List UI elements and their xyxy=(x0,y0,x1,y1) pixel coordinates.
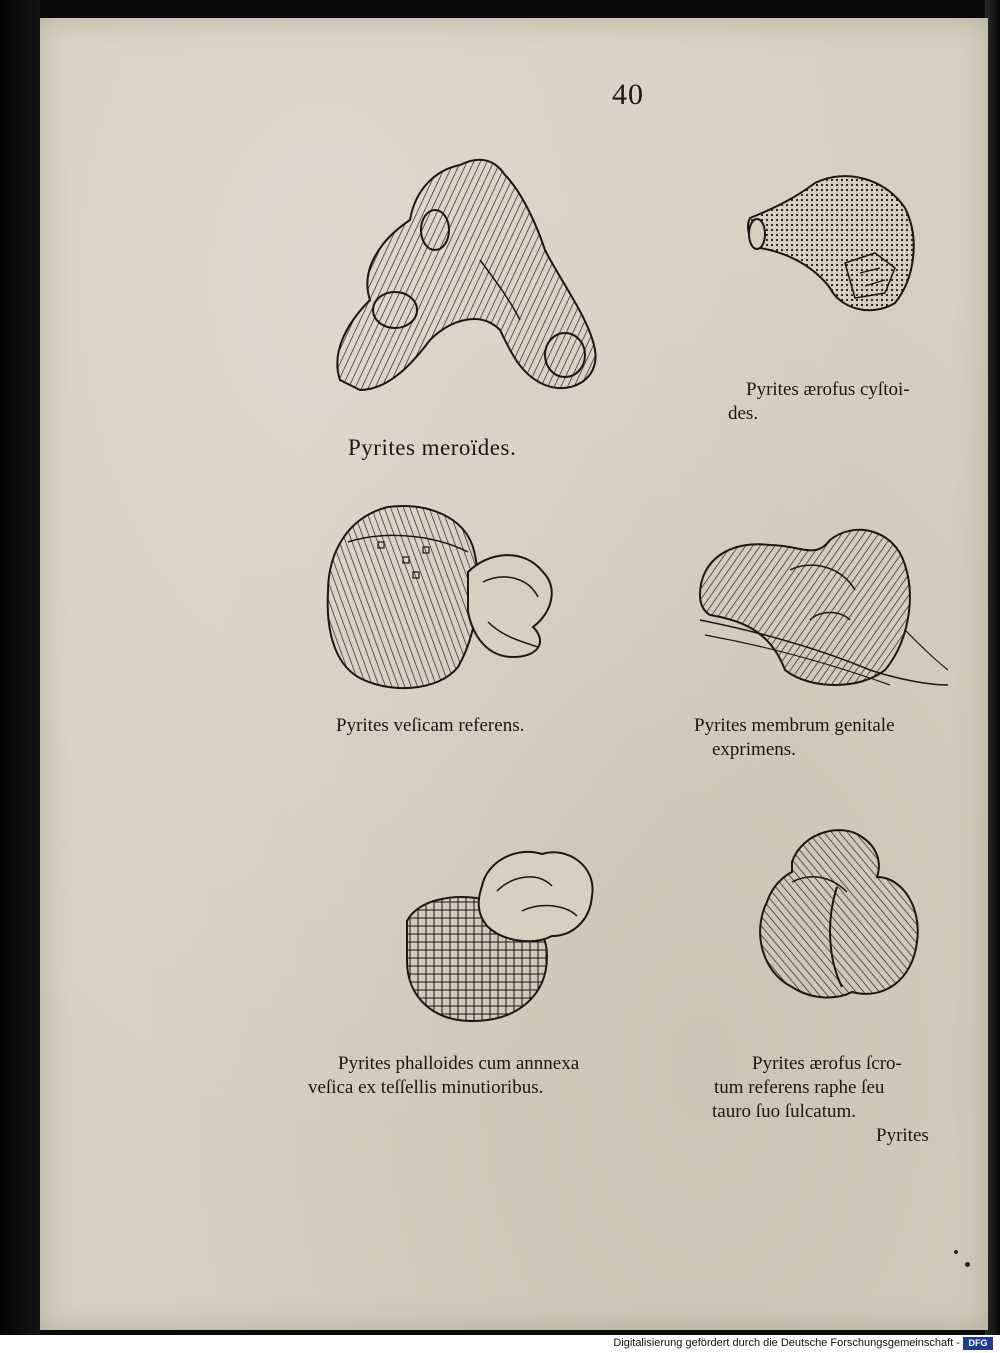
woodcut-pyrites-cystoides xyxy=(745,168,920,318)
ink-speck xyxy=(954,1250,958,1254)
caption-pyrites-phalloides-line2: veſica ex teſſellis minutioribus. xyxy=(308,1077,544,1098)
page-number: 40 xyxy=(612,78,644,111)
caption-pyrites-vesicam: Pyrites veſicam referens. xyxy=(336,715,525,736)
caption-pyrites-membrum-line2: exprimens. xyxy=(712,739,796,760)
catchword: Pyrites xyxy=(876,1125,929,1146)
caption-pyrites-cystoides-line2: des. xyxy=(728,403,759,424)
woodcut-pyrites-membrum xyxy=(690,520,950,700)
caption-pyrites-meroides: Pyrites meroïdes. xyxy=(348,435,517,460)
caption-pyrites-phalloides-line1: Pyrites phalloides cum annnexa xyxy=(338,1053,580,1074)
caption-pyrites-scrotum-line2: tum referens raphe ſeu xyxy=(714,1077,885,1098)
woodcut-pyrites-phalloides xyxy=(402,846,602,1026)
caption-pyrites-scrotum-line1: Pyrites ærofus ſcro- xyxy=(752,1053,902,1074)
caption-pyrites-membrum-line1: Pyrites membrum genitale xyxy=(694,715,895,736)
woodcut-pyrites-vesicam xyxy=(318,502,563,697)
ink-speck xyxy=(965,1262,970,1267)
footer-funding-note: Digitalisierung gefördert durch die Deutsche Forschungsgemeinschaft - xyxy=(613,1337,960,1349)
woodcut-pyrites-meroides xyxy=(320,150,610,400)
caption-pyrites-scrotum-line3: tauro ſuo ſulcatum. xyxy=(712,1101,857,1122)
caption-pyrites-cystoides-line1: Pyrites ærofus cyſtoi- xyxy=(746,379,910,400)
woodcut-pyrites-scrotum xyxy=(752,822,922,1002)
book-gutter-shadow xyxy=(0,0,40,1353)
dfg-logo: DFG xyxy=(963,1337,993,1350)
